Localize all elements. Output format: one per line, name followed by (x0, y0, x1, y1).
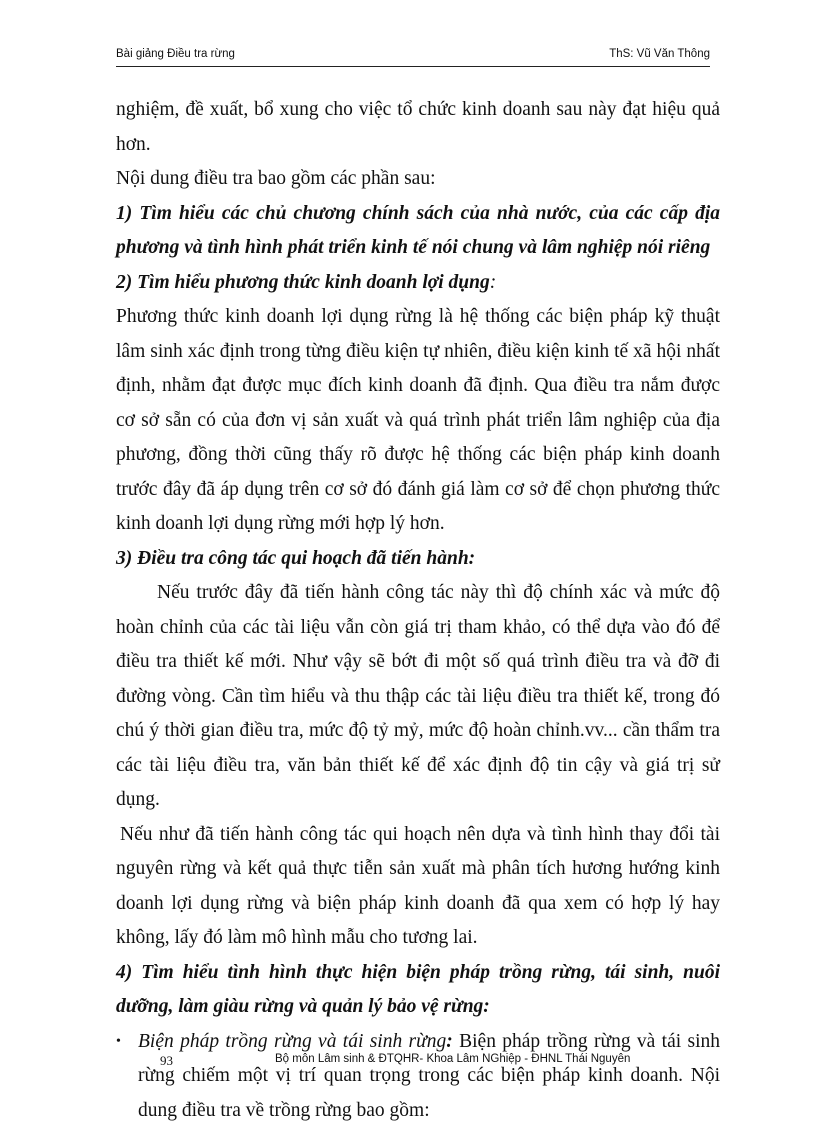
heading-4: 4) Tìm hiểu tình hình thực hiện biện pháp trồng rừng, tái sinh, nuôi dưỡng, làm giàu rừng và quản lý bảo vệ rừng: (116, 956, 720, 1025)
heading-3: 3) Điều tra công tác qui hoạch đã tiến hành: (116, 542, 720, 577)
bullet-item-1 (116, 1025, 720, 1128)
heading-2 (116, 266, 720, 301)
paragraph-4: Nếu trước đây đã tiến hành công tác này thì độ chính xác và mức độ hoàn chỉnh của các tài liệu vẫn còn giá trị tham khảo, có thể dựa vào đó để điều tra thiết kế mới. Như vậy sẽ bớt đi một số quá trình điều tra và đỡ đi đường vòng. Cần tìm hiểu và thu thập các tài liệu điều tra thiết kế, trong đó chú ý thời gian điều tra, mức độ tỷ mỷ, mức độ hoàn chỉnh.vv... cần thẩm tra các tài liệu điều tra, văn bản thiết kế để xác định độ tin cậy và giá trị sử dụng. (116, 576, 720, 818)
page-header (116, 46, 710, 67)
paragraph-2: Nội dung điều tra bao gồm các phần sau: (116, 162, 720, 197)
heading-2-text: 2) Tìm hiểu phương thức kinh doanh lợi dụng (116, 272, 490, 293)
paragraph-5: Nếu như đã tiến hành công tác qui hoạch nên dựa và tình hình thay đổi tài nguyên rừng và kết quả thực tiễn sản xuất mà phân tích hương hướng kinh doanh lợi dụng rừng và biện pháp kinh doanh đã qua xem có hợp lý hay không, lấy đó làm mô hình mẫu cho tương lai. (116, 818, 720, 956)
bullet-text: Biện pháp trồng rừng và tái sinh rừng chiếm một vị trí quan trọng trong các biện pháp kinh doanh. Nội dung điều tra về trồng rừng bao gồm: (138, 1031, 720, 1121)
bullet-icon: • (116, 1025, 121, 1060)
paragraph-3: Phương thức kinh doanh lợi dụng rừng là hệ thống các biện pháp kỹ thuật lâm sinh xác định trong từng điều kiện tự nhiên, điều kiện kinh tế xã hội nhất định, nhằm đạt được mục đích kinh doanh đã định. Qua điều tra nắm được cơ sở sẵn có của đơn vị sản xuất và quá trình phát triển lâm nghiệp của địa phương, đồng thời cũng thấy rõ được hệ thống các biện pháp kinh doanh trước đây đã áp dụng trên cơ sở đó đánh giá làm cơ sở để chọn phương thức kinh doanh lợi dụng rừng mới hợp lý hơn. (116, 300, 720, 542)
heading-2-colon: : (490, 272, 497, 293)
header-course-title: Bài giảng Điều tra rừng (116, 48, 235, 60)
page-number: 93 (160, 1053, 173, 1069)
paragraph-1: nghiệm, đề xuất, bổ xung cho việc tổ chức kinh doanh sau này đạt hiệu quả hơn. (116, 93, 720, 162)
page-footer (160, 1053, 710, 1073)
header-author: ThS: Vũ Văn Thông (609, 48, 710, 60)
bullet-label-colon: : (446, 1031, 453, 1052)
bullet-label: Biện pháp trồng rừng và tái sinh rừng (138, 1031, 446, 1052)
heading-1: 1) Tìm hiểu các chủ chương chính sách của nhà nước, của các cấp địa phương và tình hình phát triển kinh tế nói chung và lâm nghiệp nói riêng (116, 197, 720, 266)
footer-department: Bộ môn Lâm sinh & ĐTQHR- Khoa Lâm NGhiệp - ĐHNL Thái Nguyên (275, 1053, 630, 1065)
document-body (116, 93, 720, 1128)
